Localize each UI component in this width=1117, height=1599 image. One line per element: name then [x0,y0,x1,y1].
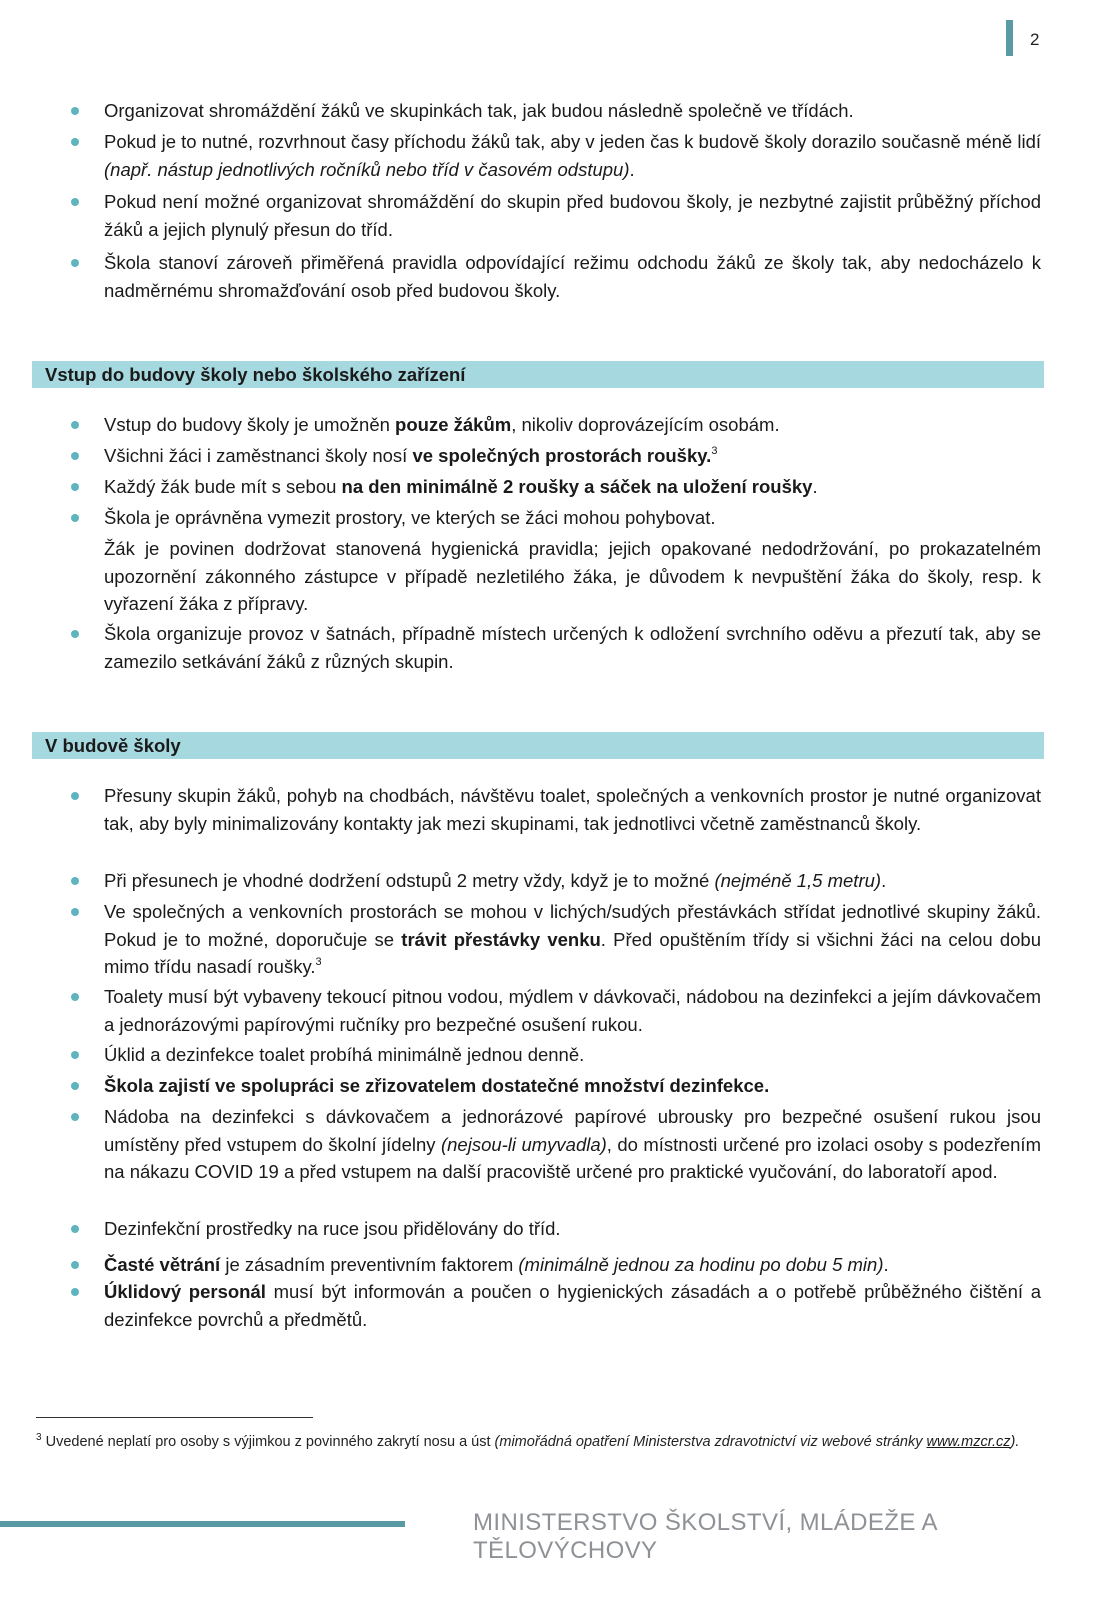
footer-rule [0,1521,405,1527]
section-header-building: V budově školy [32,732,1044,759]
list-item: Úklid a dezinfekce toalet probíhá minimálně jednou denně. [104,1041,1041,1069]
list-item: Přesuny skupin žáků, pohyb na chodbách, návštěvu toalet, společných a venkovních prostor je nutné organizovat tak, aby byly minimalizovány kontakty jak mezi skupinami, tak jednotlivci včetně zaměstnanců školy. [104,782,1041,837]
page-number-bar [1006,20,1013,56]
footnote-rule [36,1417,313,1418]
list-item: Časté větrání je zásadním preventivním faktorem (minimálně jednou za hodinu po dobu 5 min). [104,1251,1041,1279]
list-item: Škola zajistí ve spolupráci se zřizovatelem dostatečné množství dezinfekce. [104,1072,1041,1100]
list-item: Všichni žáci i zaměstnanci školy nosí ve společných prostorách roušky.$^3$ [104,442,1041,474]
list-item: Pokud je to nutné, rozvrhnout časy příchodu žáků tak, aby v jeden čas k budově školy dorazilo současně méně lidí (např. nástup jednotlivých ročníků nebo tříd v časovém odstupu). [104,128,1041,183]
mzcr-link[interactable]: www.mzcr.cz [926,1434,1011,1450]
footnote: $^3$ Uvedené neplatí pro osoby s výjimkou z povinného zakrytí nosu a úst (mimořádná opatření Ministerstva zdravotnictví viz webové stránky www.mzcr.cz). [36,1432,1020,1450]
list-item: Dezinfekční prostředky na ruce jsou přidělovány do tříd. [104,1215,1041,1243]
list-item: Ve společných a venkovních prostorách se mohou v lichých/sudých přestávkách střídat jednotlivé skupiny žáků. Pokud je to možné, doporučuje se trávit přestávky venku. Před opuštěním třídy si všichni žáci na celou dobu mimo třídu nasadí roušky.$^3$ [104,898,1041,985]
ministry-name: MINISTERSTVO ŠKOLSTVÍ, MLÁDEŽE A TĚLOVÝCHOVY [473,1509,937,1564]
list-item: Úklidový personál musí být informován a poučen o hygienických zásadách a o potřebě průběžného čištění a dezinfekce povrchů a předmětů. [104,1278,1041,1333]
list-item: Škola organizuje provoz v šatnách, případně místech určených k odložení svrchního oděvu a přezutí tak, aby se zamezilo setkávání žáků z různých skupin. [104,620,1041,675]
list-item: Nádoba na dezinfekci s dávkovačem a jednorázové papírové ubrousky pro bezpečné osušení rukou jsou umístěny před vstupem do školní jídelny (nejsou-li umyvadla), do místnosti určené pro izolaci osoby s podezřením na nákazu COVID 19 a před vstupem na další pracoviště určené pro praktické vyučování, do laboratoří apod. [104,1103,1041,1186]
list-item: Při přesunech je vhodné dodržení odstupů 2 metry vždy, když je to možné (nejméně 1,5 metru). [104,867,1041,895]
list-paragraph: Žák je povinen dodržovat stanovená hygienická pravidla; jejich opakované nedodržování, po prokazatelném upozornění zákonného zástupce v případě nezletilého žáka, je důvodem k nevpuštění žáka do školy, resp. k vyřazení žáka z přípravy. [104,538,1041,614]
list-item: Organizovat shromáždění žáků ve skupinkách tak, jak budou následně společně ve třídách. [104,97,1041,125]
section-header-entry: Vstup do budovy školy nebo školského zařízení [32,361,1044,388]
list-item: Toalety musí být vybaveny tekoucí pitnou vodou, mýdlem v dávkovači, nádobou na dezinfekci a jejím dávkovačem a jednorázovými papírovými ručníky pro bezpečné osušení rukou. [104,983,1041,1038]
list-item: Každý žák bude mít s sebou na den minimálně 2 roušky a sáček na uložení roušky. [104,473,1041,501]
list-item: Pokud není možné organizovat shromáždění do skupin před budovou školy, je nezbytné zajistit průběžný příchod žáků a jejich plynulý přesun do tříd. [104,188,1041,243]
list-item: Škola je oprávněna vymezit prostory, ve kterých se žáci mohou pohybovat. [104,504,1041,532]
list-item: Vstup do budovy školy je umožněn pouze žákům, nikoliv doprovázejícím osobám. [104,411,1041,439]
page-number: 2 [1030,30,1040,49]
list-item: Škola stanoví zároveň přiměřená pravidla odpovídající režimu odchodu žáků ze školy tak, aby nedocházelo k nadměrnému shromažďování osob před budovou školy. [104,249,1041,304]
